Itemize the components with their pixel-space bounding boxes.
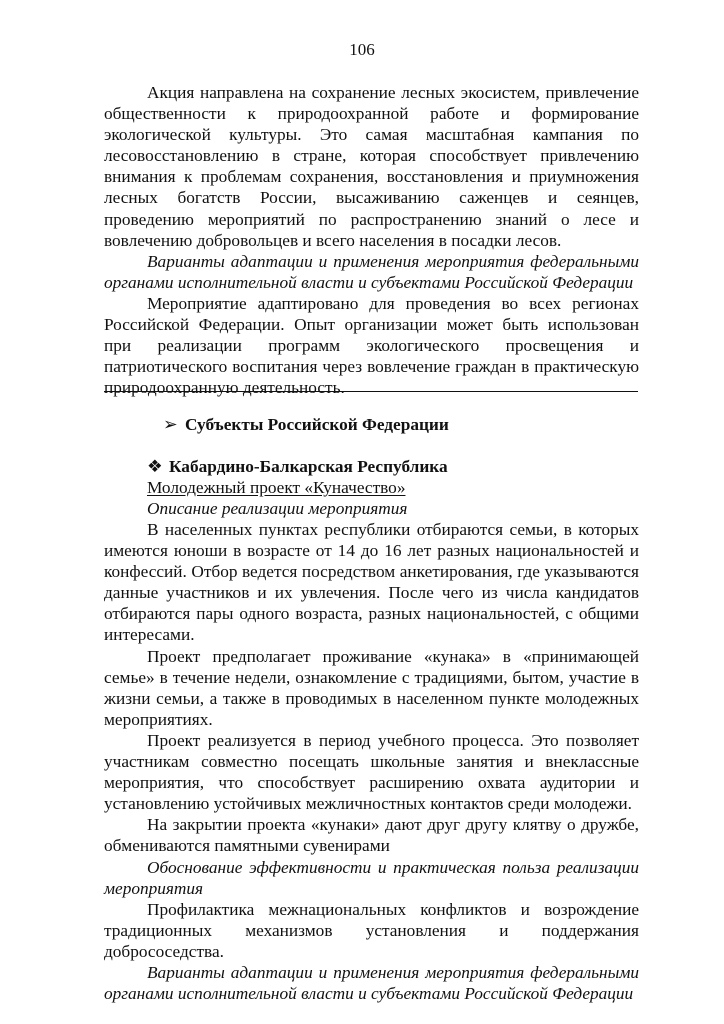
- paragraph: В населенных пунктах республики отбираются семьи, в которых имеются юноши в возрасте от 14 до 16 лет разных национальностей и конфессий. Отбор ведется посредством анкетирования, где указываются данные участников и их увлечения. После чего из числа кандидатов отбираются пары одного возраста, разных национальностей, с общими интересами.: [104, 520, 639, 645]
- adaptation-text: Мероприятие адаптировано для проведения во всех регионах Российской Федерации. Опыт организации может быть использован при реализации программ экологического просвещения и патриотического воспитания через вовлечение граждан в практическую природоохранную деятельность.: [104, 293, 639, 398]
- horizontal-divider: [104, 391, 638, 392]
- paragraph: Акция направлена на сохранение лесных экосистем, привлечение общественности к природоохранной работе и формирование экологической культуры. Это самая масштабная кампания по лесовосстановлению в стране, которая способствует привлечению внимания к проблемам сохранения, восстановления и приумножения лесных богатств России, высаживанию саженцев и сеянцев, проведению мероприятий по распространению знаний о лесе и вовлечению добровольцев и всего населения в посадки лесов.: [104, 83, 639, 250]
- section-title: Субъекты Российской Федерации: [185, 415, 449, 434]
- paragraph: Проект предполагает проживание «кунака» в «принимающей семье» в течение недели, ознакомление с традициями, бытом, участие в жизни семьи, а также в проводимых в населенном пункте молодежных мероприятиях.: [104, 646, 639, 729]
- paragraph: Проект реализуется в период учебного процесса. Это позволяет участникам совместно посещать школьные занятия и внеклассные мероприятия, что способствует расширению охвата аудитории и установлению устойчивых межличностных контактов среди молодежи.: [104, 730, 639, 814]
- adaptation-heading: Варианты адаптации и применения мероприятия федеральными органами исполнительной власти и субъектами Российской Федерации: [104, 251, 639, 292]
- region-heading: [147, 456, 448, 477]
- project-title: Молодежный проект «Куначество»: [147, 478, 406, 497]
- section-heading: [163, 414, 449, 435]
- region-body: [104, 519, 639, 1004]
- arrowhead-bullet-icon: ➢: [163, 415, 178, 434]
- page-number: 106: [349, 40, 375, 59]
- top-section: [104, 82, 639, 398]
- region-name: Кабардино-Балкарская Республика: [169, 457, 448, 476]
- adaptation-heading: Варианты адаптации и применения мероприятия федеральными органами исполнительной власти и субъектами Российской Федерации: [104, 962, 639, 1004]
- diamond-bullet-icon: ❖: [147, 457, 163, 476]
- description-heading: Описание реализации мероприятия: [147, 499, 408, 519]
- effectiveness-heading: Обоснование эффективности и практическая польза реализации мероприятия: [104, 857, 639, 898]
- effectiveness-text: Профилактика межнациональных конфликтов и возрождение традиционных механизмов установления и поддержания добрососедства.: [104, 899, 639, 961]
- project-title-block: [147, 477, 407, 519]
- paragraph: На закрытии проекта «кунаки» дают друг другу клятву о дружбе, обмениваются памятными сувенирами: [104, 815, 639, 856]
